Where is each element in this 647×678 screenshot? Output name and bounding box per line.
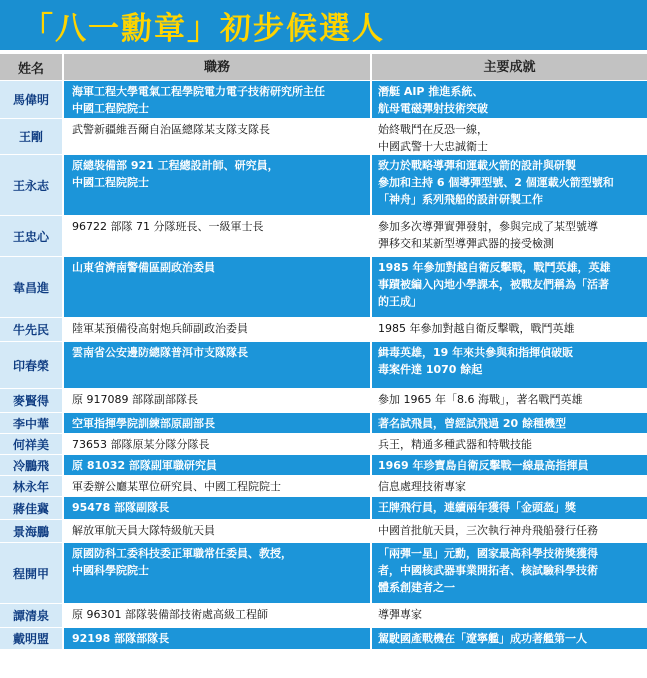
achievement-line: 體系創建者之一 <box>378 581 455 594</box>
achievement-line: 著名試飛員，曾經試飛過 20 餘種機型 <box>378 417 566 430</box>
cell-position <box>64 497 372 519</box>
table-row <box>0 256 647 317</box>
title-bar <box>0 0 647 50</box>
cell-name: 何祥美 <box>0 434 64 454</box>
cell-name: 王剛 <box>0 119 64 154</box>
cell-name: 戴明盟 <box>0 628 64 649</box>
cell-achievement <box>372 628 647 649</box>
cell-achievement <box>372 543 647 603</box>
cell-name: 韋昌進 <box>0 257 64 317</box>
table-row <box>0 215 647 256</box>
table-row <box>0 454 647 475</box>
achievement-line: 的王成」 <box>378 295 422 308</box>
achievement-line: 毒案件達 1070 餘起 <box>378 363 483 376</box>
achievement-line: 1969 年珍寶島自衛反擊戰一線最高指揮員 <box>378 459 589 472</box>
position-line: 海軍工程大學電氣工程學院電力電子技術研究所主任 <box>72 85 325 98</box>
position-line: 中國科學院院士 <box>72 564 149 577</box>
achievement-line: 緝毒英雄，19 年來共參與和指揮偵破販 <box>378 346 574 359</box>
position-line: 中國工程院院士 <box>72 102 149 115</box>
position-line: 陸軍某預備役高射炮兵師副政治委員 <box>72 322 248 335</box>
position-line: 73653 部隊原某分隊分隊長 <box>72 438 210 451</box>
cell-position <box>64 155 372 215</box>
cell-achievement <box>372 342 647 388</box>
cell-position <box>64 81 372 118</box>
achievement-line: 王牌飛行員，連續兩年獲得「金頭盔」獎 <box>378 501 576 514</box>
cell-position <box>64 389 372 412</box>
cell-name: 林永年 <box>0 476 64 496</box>
position-line: 雲南省公安邊防總隊普洱市支隊隊長 <box>72 346 248 359</box>
header-achievement: 主要成就 <box>372 54 647 80</box>
candidates-table <box>0 54 647 649</box>
position-line: 原總裝備部 921 工程總設計師、研究員， <box>72 159 279 172</box>
position-line: 武警新疆維吾爾自治區總隊某支隊支隊長 <box>72 123 270 136</box>
table-row <box>0 433 647 454</box>
cell-position <box>64 520 372 542</box>
position-line: 95478 部隊副隊長 <box>72 501 170 514</box>
table-row <box>0 118 647 154</box>
cell-name: 印春榮 <box>0 342 64 388</box>
cell-name: 李中華 <box>0 413 64 433</box>
position-line: 解放軍航天員大隊特級航天員 <box>72 524 215 537</box>
cell-position <box>64 413 372 433</box>
position-line: 92198 部隊部隊長 <box>72 632 170 645</box>
cell-achievement <box>372 476 647 496</box>
position-line: 原國防科工委科技委正軍職常任委員、教授， <box>72 547 292 560</box>
table-row <box>0 341 647 388</box>
achievement-line: 參加和主持 6 個導彈型號、2 個運載火箭型號和 <box>378 176 614 189</box>
table-row <box>0 496 647 519</box>
table-row <box>0 388 647 412</box>
cell-achievement <box>372 604 647 627</box>
cell-name: 景海鵬 <box>0 520 64 542</box>
achievement-line: 者，中國核武器事業開拓者、核試驗科學技術 <box>378 564 598 577</box>
table-row <box>0 317 647 341</box>
cell-position <box>64 216 372 256</box>
cell-name: 冷鵬飛 <box>0 455 64 475</box>
achievement-line: 事蹟被編入內地小學課本，被戰友們稱為「活著 <box>378 278 609 291</box>
cell-name: 程開甲 <box>0 543 64 603</box>
achievement-line: 導彈專家 <box>378 608 422 621</box>
position-line: 中國工程院院士 <box>72 176 149 189</box>
cell-position <box>64 342 372 388</box>
achievement-line: 兵王，精通多種武器和特戰技能 <box>378 438 532 451</box>
cell-achievement <box>372 455 647 475</box>
achievement-line: 中國首批航天員，三次執行神舟飛船發行任務 <box>378 524 598 537</box>
cell-name: 牛先民 <box>0 318 64 341</box>
table-body <box>0 80 647 649</box>
cell-achievement <box>372 119 647 154</box>
page-title: 「八一勳章」初步候選人 <box>22 10 385 47</box>
cell-position <box>64 543 372 603</box>
achievement-line: 潛艇 AIP 推進系統、 <box>378 85 484 98</box>
cell-name: 麥賢得 <box>0 389 64 412</box>
table-header <box>0 54 647 80</box>
achievement-line: 中國武警十大忠誠衛士 <box>378 140 488 153</box>
achievement-line: 航母電磁彈射技術突破 <box>378 102 488 115</box>
table-row <box>0 154 647 215</box>
achievement-line: 駕駛國產戰機在「遼寧艦」成功著艦第一人 <box>378 632 587 645</box>
cell-position <box>64 628 372 649</box>
achievement-line: 始終戰鬥在反恐一線， <box>378 123 488 136</box>
cell-name: 王忠心 <box>0 216 64 256</box>
position-line: 96722 部隊 71 分隊班長、一級軍士長 <box>72 220 264 233</box>
cell-achievement <box>372 389 647 412</box>
cell-name: 蔣佳冀 <box>0 497 64 519</box>
achievement-line: 「兩彈一星」元勳，國家最高科學技術獎獲得 <box>378 547 598 560</box>
achievement-line: 參加多次導彈實彈發射，參與完成了某型號導 <box>378 220 598 233</box>
table-row <box>0 80 647 118</box>
position-line: 原 96301 部隊裝備部技術處高級工程師 <box>72 608 268 621</box>
position-line: 軍委辦公廳某單位研究員、中國工程院院士 <box>72 480 281 493</box>
position-line: 山東省濟南警備區副政治委員 <box>72 261 215 274</box>
achievement-line: 信息處理技術專家 <box>378 480 466 493</box>
cell-position <box>64 476 372 496</box>
table-row <box>0 603 647 627</box>
achievement-line: 致力於戰略導彈和運載火箭的設計與研製 <box>378 159 576 172</box>
table-row <box>0 475 647 496</box>
position-line: 原 81032 部隊副軍職研究員 <box>72 459 217 472</box>
cell-achievement <box>372 257 647 317</box>
position-line: 原 917089 部隊副部隊長 <box>72 393 198 406</box>
achievement-line: 參加 1965 年「8.6 海戰」，著名戰鬥英雄 <box>378 393 583 406</box>
cell-position <box>64 604 372 627</box>
table-row <box>0 519 647 542</box>
cell-position <box>64 455 372 475</box>
cell-name: 譚清泉 <box>0 604 64 627</box>
header-position: 職務 <box>64 54 372 80</box>
cell-achievement <box>372 81 647 118</box>
header-name: 姓名 <box>0 54 64 80</box>
table-row <box>0 627 647 649</box>
cell-name: 王永志 <box>0 155 64 215</box>
achievement-line: 1985 年參加對越自衛反擊戰，戰鬥英雄 <box>378 322 575 335</box>
cell-position <box>64 318 372 341</box>
cell-achievement <box>372 155 647 215</box>
achievement-line: 「神舟」系列飛船的設計研製工作 <box>378 193 543 206</box>
cell-achievement <box>372 434 647 454</box>
cell-name: 馬偉明 <box>0 81 64 118</box>
cell-achievement <box>372 520 647 542</box>
position-line: 空軍指揮學院訓練部原副部長 <box>72 417 215 430</box>
cell-achievement <box>372 497 647 519</box>
cell-achievement <box>372 216 647 256</box>
cell-position <box>64 257 372 317</box>
cell-achievement <box>372 318 647 341</box>
achievement-line: 彈移交和某新型導彈武器的接受檢測 <box>378 237 554 250</box>
cell-position <box>64 434 372 454</box>
cell-position <box>64 119 372 154</box>
table-row <box>0 412 647 433</box>
achievement-line: 1985 年參加對越自衛反擊戰，戰鬥英雄，英雄 <box>378 261 611 274</box>
table-row <box>0 542 647 603</box>
cell-achievement <box>372 413 647 433</box>
